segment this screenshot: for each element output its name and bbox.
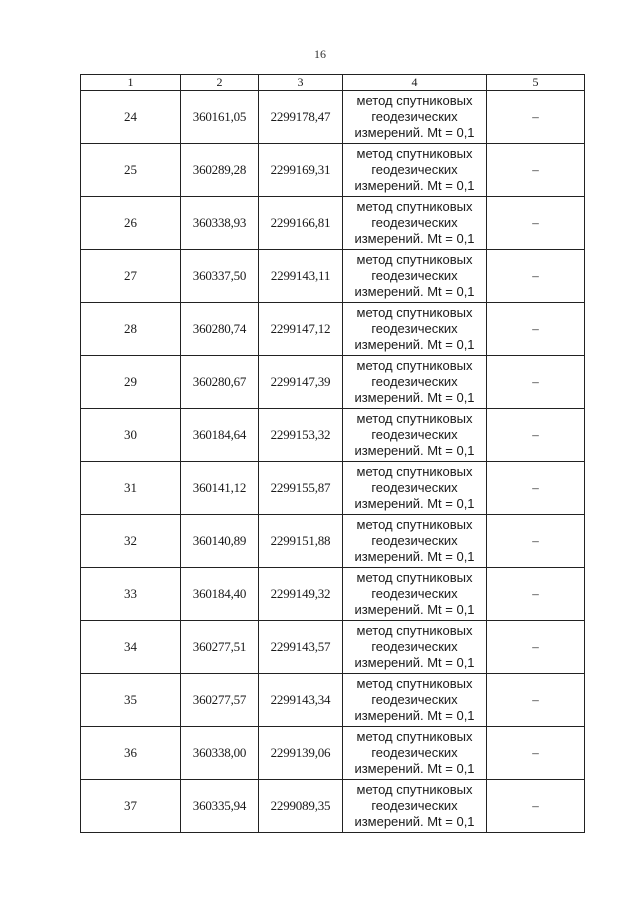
method-cell: [343, 515, 487, 568]
method-line: измерений. Mt = 0,1: [354, 602, 475, 617]
method-cell: [343, 250, 487, 303]
note-cell: –: [487, 356, 585, 409]
x-coordinate-cell: 360141,12: [181, 462, 259, 515]
y-coordinate-cell: 2299155,87: [259, 462, 343, 515]
method-line: измерений. Mt = 0,1: [354, 284, 475, 299]
table-row: [81, 515, 585, 568]
x-coordinate-cell: 360161,05: [181, 91, 259, 144]
table-row: [81, 409, 585, 462]
note-cell: –: [487, 727, 585, 780]
point-number-cell: 26: [81, 197, 181, 250]
method-line: измерений. Mt = 0,1: [354, 655, 475, 670]
point-number-cell: 29: [81, 356, 181, 409]
header-row: [81, 75, 585, 91]
column-header: 5: [487, 75, 585, 91]
table-row: [81, 144, 585, 197]
table-row: [81, 197, 585, 250]
point-number-cell: 34: [81, 621, 181, 674]
method-line: геодезических: [371, 374, 458, 389]
method-line: метод спутниковых: [356, 570, 473, 585]
y-coordinate-cell: 2299153,32: [259, 409, 343, 462]
coordinates-table: [80, 74, 585, 833]
method-cell: [343, 727, 487, 780]
x-coordinate-cell: 360338,00: [181, 727, 259, 780]
table-row: [81, 250, 585, 303]
y-coordinate-cell: 2299143,11: [259, 250, 343, 303]
table-row: [81, 621, 585, 674]
method-line: геодезических: [371, 480, 458, 495]
note-cell: –: [487, 780, 585, 833]
note-cell: –: [487, 250, 585, 303]
method-line: геодезических: [371, 533, 458, 548]
x-coordinate-cell: 360277,51: [181, 621, 259, 674]
x-coordinate-cell: 360335,94: [181, 780, 259, 833]
y-coordinate-cell: 2299178,47: [259, 91, 343, 144]
method-line: метод спутниковых: [356, 146, 473, 161]
method-line: геодезических: [371, 586, 458, 601]
page-number: 16: [314, 47, 326, 61]
method-line: измерений. Mt = 0,1: [354, 496, 475, 511]
table-row: [81, 568, 585, 621]
x-coordinate-cell: 360289,28: [181, 144, 259, 197]
method-line: геодезических: [371, 321, 458, 336]
method-line: метод спутниковых: [356, 676, 473, 691]
method-line: измерений. Mt = 0,1: [354, 443, 475, 458]
y-coordinate-cell: 2299169,31: [259, 144, 343, 197]
table-row: [81, 674, 585, 727]
method-line: метод спутниковых: [356, 411, 473, 426]
note-cell: –: [487, 515, 585, 568]
method-line: метод спутниковых: [356, 93, 473, 108]
method-line: метод спутниковых: [356, 199, 473, 214]
y-coordinate-cell: 2299147,39: [259, 356, 343, 409]
point-number-cell: 36: [81, 727, 181, 780]
y-coordinate-cell: 2299147,12: [259, 303, 343, 356]
table-row: [81, 91, 585, 144]
method-line: измерений. Mt = 0,1: [354, 231, 475, 246]
method-line: геодезических: [371, 215, 458, 230]
y-coordinate-cell: 2299151,88: [259, 515, 343, 568]
x-coordinate-cell: 360277,57: [181, 674, 259, 727]
note-cell: –: [487, 303, 585, 356]
method-line: геодезических: [371, 109, 458, 124]
method-line: метод спутниковых: [356, 358, 473, 373]
method-line: измерений. Mt = 0,1: [354, 125, 475, 140]
method-line: измерений. Mt = 0,1: [354, 708, 475, 723]
column-header: 1: [81, 75, 181, 91]
method-line: метод спутниковых: [356, 517, 473, 532]
method-line: геодезических: [371, 427, 458, 442]
method-line: метод спутниковых: [356, 729, 473, 744]
method-cell: [343, 674, 487, 727]
note-cell: –: [487, 91, 585, 144]
note-cell: –: [487, 568, 585, 621]
method-line: геодезических: [371, 268, 458, 283]
method-cell: [343, 780, 487, 833]
point-number-cell: 35: [81, 674, 181, 727]
method-line: геодезических: [371, 745, 458, 760]
method-cell: [343, 91, 487, 144]
column-header: 3: [259, 75, 343, 91]
x-coordinate-cell: 360140,89: [181, 515, 259, 568]
point-number-cell: 24: [81, 91, 181, 144]
y-coordinate-cell: 2299139,06: [259, 727, 343, 780]
method-line: измерений. Mt = 0,1: [354, 390, 475, 405]
note-cell: –: [487, 197, 585, 250]
method-cell: [343, 621, 487, 674]
method-cell: [343, 568, 487, 621]
y-coordinate-cell: 2299143,57: [259, 621, 343, 674]
y-coordinate-cell: 2299166,81: [259, 197, 343, 250]
y-coordinate-cell: 2299149,32: [259, 568, 343, 621]
point-number-cell: 28: [81, 303, 181, 356]
x-coordinate-cell: 360337,50: [181, 250, 259, 303]
x-coordinate-cell: 360280,67: [181, 356, 259, 409]
point-number-cell: 27: [81, 250, 181, 303]
note-cell: –: [487, 144, 585, 197]
method-line: метод спутниковых: [356, 782, 473, 797]
table-row: [81, 462, 585, 515]
method-line: измерений. Mt = 0,1: [354, 814, 475, 829]
table-row: [81, 727, 585, 780]
method-cell: [343, 197, 487, 250]
y-coordinate-cell: 2299089,35: [259, 780, 343, 833]
table-row: [81, 780, 585, 833]
note-cell: –: [487, 621, 585, 674]
method-line: метод спутниковых: [356, 305, 473, 320]
method-cell: [343, 356, 487, 409]
point-number-cell: 32: [81, 515, 181, 568]
method-cell: [343, 462, 487, 515]
method-cell: [343, 409, 487, 462]
method-line: метод спутниковых: [356, 464, 473, 479]
method-line: геодезических: [371, 162, 458, 177]
point-number-cell: 37: [81, 780, 181, 833]
method-line: измерений. Mt = 0,1: [354, 178, 475, 193]
method-line: геодезических: [371, 639, 458, 654]
method-cell: [343, 144, 487, 197]
note-cell: –: [487, 462, 585, 515]
x-coordinate-cell: 360280,74: [181, 303, 259, 356]
column-header: 2: [181, 75, 259, 91]
column-header: 4: [343, 75, 487, 91]
method-line: измерений. Mt = 0,1: [354, 549, 475, 564]
method-line: метод спутниковых: [356, 623, 473, 638]
method-line: геодезических: [371, 692, 458, 707]
table-row: [81, 303, 585, 356]
x-coordinate-cell: 360184,40: [181, 568, 259, 621]
point-number-cell: 30: [81, 409, 181, 462]
method-line: измерений. Mt = 0,1: [354, 761, 475, 776]
note-cell: –: [487, 674, 585, 727]
method-line: геодезических: [371, 798, 458, 813]
point-number-cell: 33: [81, 568, 181, 621]
x-coordinate-cell: 360184,64: [181, 409, 259, 462]
y-coordinate-cell: 2299143,34: [259, 674, 343, 727]
point-number-cell: 25: [81, 144, 181, 197]
method-line: измерений. Mt = 0,1: [354, 337, 475, 352]
table-row: [81, 356, 585, 409]
method-line: метод спутниковых: [356, 252, 473, 267]
note-cell: –: [487, 409, 585, 462]
point-number-cell: 31: [81, 462, 181, 515]
x-coordinate-cell: 360338,93: [181, 197, 259, 250]
method-cell: [343, 303, 487, 356]
